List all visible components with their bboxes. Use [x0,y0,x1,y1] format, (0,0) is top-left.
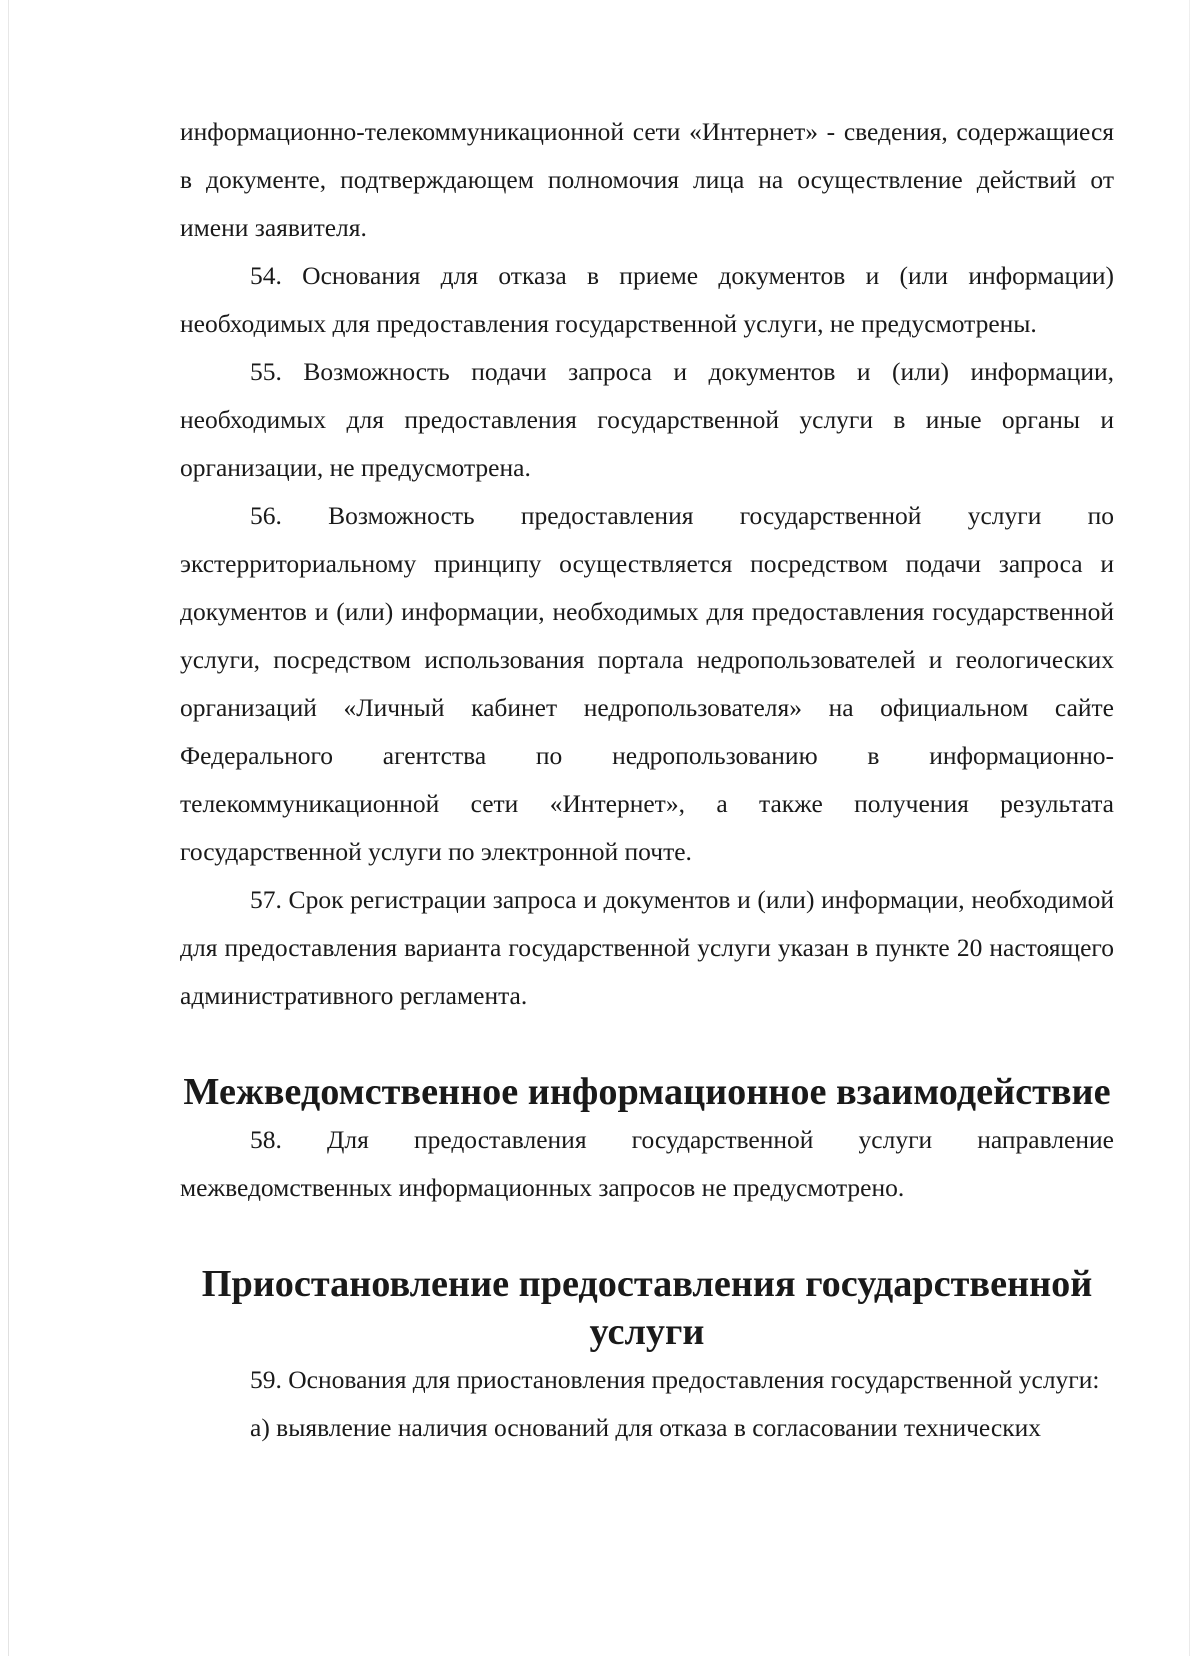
paragraph-57: 57. Срок регистрации запроса и документов и (или) информации, необходимой для предоставления варианта государственной услуги указан в пункте 20 настоящего административного регламента. [180,885,1114,1010]
paragraph-56: 56. Возможность предоставления государственной услуги по экстерриториальному принципу осуществляется посредством подачи запроса и документов и (или) информации, необходимых для предоставления государственной услуги, посредством использования портала недропользователей и геологических организаций «Личный кабинет недропользователя» на официальном сайте Федерального агентства по недропользованию в информационно-телекоммуникационной сети «Интернет», а также получения результата государственной услуги по электронной почте. [180,501,1114,866]
paragraph-58: 58. Для предоставления государственной услуги направление межведомственных информационных запросов не предусмотрено. [180,1125,1114,1202]
paragraph-55: 55. Возможность подачи запроса и документов и (или) информации, необходимых для предоставления государственной услуги в иные органы и организации, не предусмотрена. [180,357,1114,482]
section-spacer [180,1212,1114,1260]
scan-edge-left [8,0,9,1656]
scan-edge-right [1189,0,1190,1656]
section-heading-interagency: Межведомственное информационное взаимодействие [183,1071,1111,1113]
paragraph-59: 59. Основания для приостановления предоставления государственной услуги: [250,1365,1100,1394]
paragraph-continuation: информационно-телекоммуникационной сети «Интернет» - сведения, содержащиеся в документе, подтверждающем полномочия лица на осуществление действий от имени заявителя. [180,117,1114,242]
section-heading-suspension: Приостановление предоставления государственной услуги [201,1263,1093,1353]
section-spacer [180,1020,1114,1068]
paragraph-54: 54. Основания для отказа в приеме документов и (или информации) необходимых для предоставления государственной услуги, не предусмотрены. [180,261,1114,338]
document-body [180,108,1114,1452]
paragraph-59a: а) выявление наличия оснований для отказа в согласовании технических [250,1413,1041,1442]
